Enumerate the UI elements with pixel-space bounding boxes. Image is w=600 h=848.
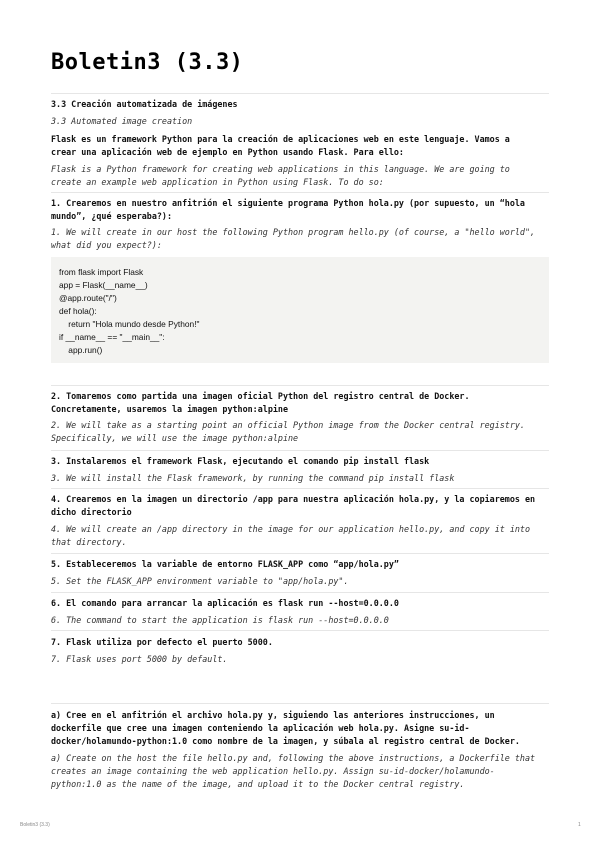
section-heading-en: 3.3 Automated image creation (51, 116, 193, 126)
task-a-es-line-1: a) Cree en el anfitrión el archivo hola.py y, siguiendo las anteriores instrucciones, un (51, 710, 495, 720)
code-line-6: if __name__ == "__main__": (59, 332, 165, 342)
step-2-es-line-2: Concretamente, usaremos la imagen python:alpine (51, 404, 288, 414)
step-1-es-line-1: 1. Crearemos en nuestro anfitrión el siguiente programa Python hola.py (por supuesto, un “hola (51, 198, 525, 208)
step-6-en: 6. The command to start the application is flask run --host=0.0.0.0 (51, 615, 389, 625)
divider (51, 592, 549, 593)
step-4-en-line-1: 4. We will create an /app directory in the image for our application hello.py, and copy it into (51, 524, 531, 534)
step-4-es-line-2: dicho directorio (51, 507, 132, 517)
task-a-en-line-3: python:1.0 as the name of the image, and upload it to the Docker central registry. (51, 779, 465, 789)
code-line-4: def hola(): (59, 306, 97, 316)
divider (51, 488, 549, 489)
task-a-en-line-2: creates an image containing the web application hello.py. Assign su-id-docker/holamundo- (51, 766, 495, 776)
intro-es-line-1: Flask es un framework Python para la creación de aplicaciones web en este lenguaje. Vamos a (51, 134, 510, 144)
divider (51, 703, 549, 704)
code-line-5: return "Hola mundo desde Python!" (59, 319, 200, 329)
divider (51, 385, 549, 386)
step-7-es: 7. Flask utiliza por defecto el puerto 5000. (51, 637, 273, 647)
intro-es-line-2: crear una aplicación web de ejemplo en Python usando Flask. Para ello: (51, 147, 404, 157)
step-2-en-line-2: Specifically, we will use the image python:alpine (51, 433, 299, 443)
task-a-en-line-1: a) Create on the host the file hello.py and, following the above instructions, a Dockerfile that (51, 753, 536, 763)
task-a-es-line-2: dockerfile que cree una imagen conteniendo la aplicación web hola.py. Asigne su-id- (51, 723, 470, 733)
divider (51, 553, 549, 554)
footer-document-name: Boletin3 (3.3) (20, 822, 50, 828)
footer-page-number: 1 (578, 822, 581, 828)
step-2-es-line-1: 2. Tomaremos como partida una imagen oficial Python del registro central de Docker. (51, 391, 470, 401)
step-6-es: 6. El comando para arrancar la aplicación es flask run --host=0.0.0.0 (51, 598, 399, 608)
code-line-1: from flask import Flask (59, 267, 144, 277)
section-heading-es: 3.3 Creación automatizada de imágenes (51, 99, 238, 109)
step-5-es: 5. Estableceremos la variable de entorno FLASK_APP como “app/hola.py” (51, 559, 399, 569)
step-7-en: 7. Flask uses port 5000 by default. (51, 654, 228, 664)
task-a-es-line-3: docker/holamundo-python:1.0 como nombre de la imagen, y súbala al registro central de Docker. (51, 736, 520, 746)
divider (51, 630, 549, 631)
divider (51, 450, 549, 451)
step-1-en-line-1: 1. We will create in our host the following Python program hello.py (of course, a "hello world", (51, 227, 536, 237)
step-4-en-line-2: that directory. (51, 537, 127, 547)
divider (51, 192, 549, 193)
step-4-es-line-1: 4. Crearemos en la imagen un directorio /app para nuestra aplicación hola.py, y la copiaremos en (51, 494, 536, 504)
divider (51, 93, 549, 94)
code-line-3: @app.route("/") (59, 293, 117, 303)
page-title: Boletin3 (3.3) (51, 50, 244, 75)
step-1-es-line-2: mundo”, ¿qué esperaba?): (51, 211, 173, 221)
code-line-7: app.run() (59, 345, 103, 355)
step-5-en: 5. Set the FLASK_APP environment variable to "app/hola.py". (51, 576, 349, 586)
step-2-en-line-1: 2. We will take as a starting point an official Python image from the Docker central registry. (51, 420, 525, 430)
step-3-en: 3. We will install the Flask framework, by running the command pip install flask (51, 473, 455, 483)
intro-en-line-1: Flask is a Python framework for creating web applications in this language. We are going to (51, 164, 510, 174)
code-line-2: app = Flask(__name__) (59, 280, 148, 290)
intro-en-line-2: create an example web application in Python using Flask. To do so: (51, 177, 384, 187)
step-1-en-line-2: what did you expect?): (51, 240, 162, 250)
step-3-es: 3. Instalaremos el framework Flask, ejecutando el comando pip install flask (51, 456, 430, 466)
